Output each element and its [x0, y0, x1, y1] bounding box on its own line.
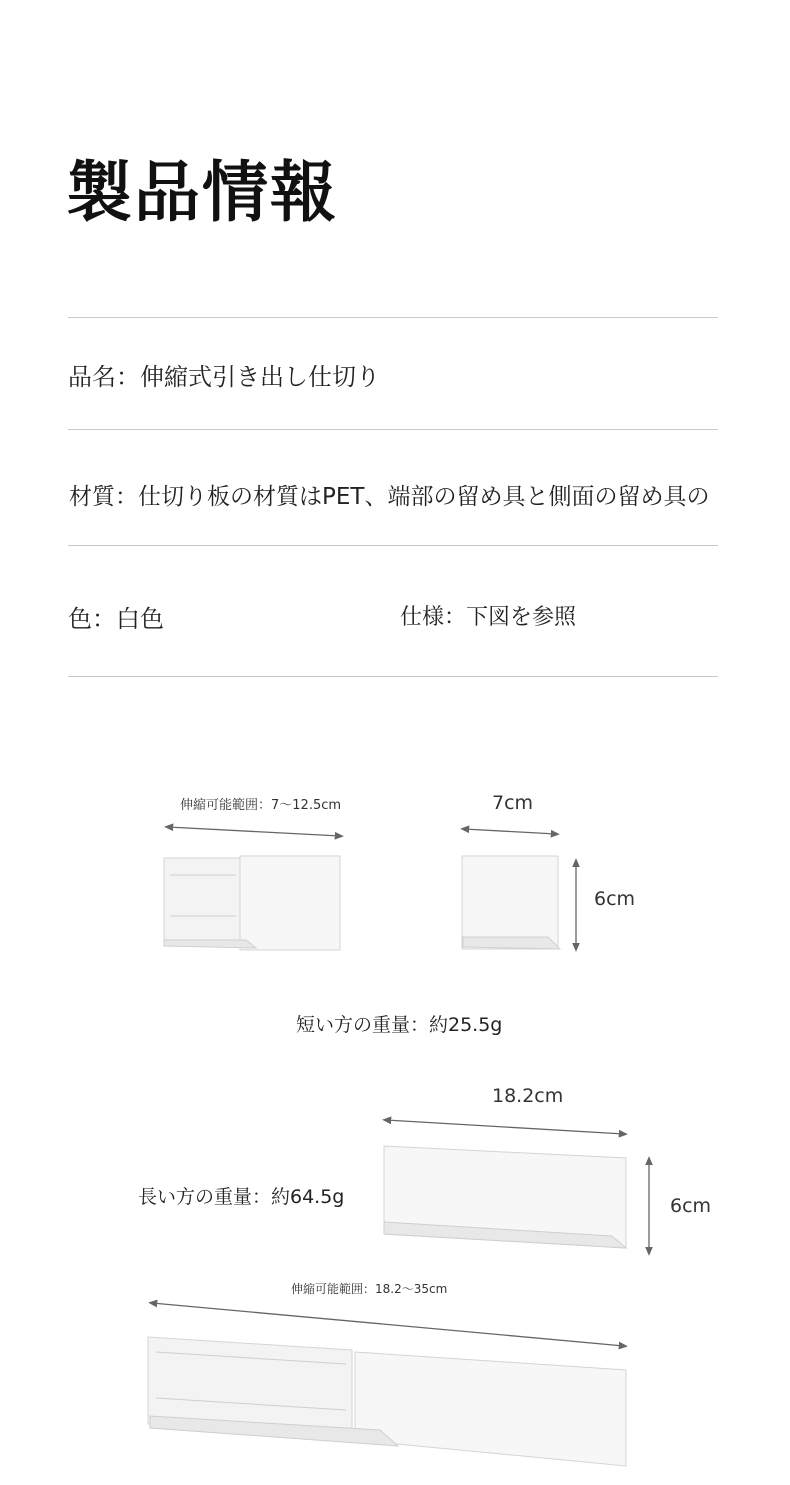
- long-extendable-divider-image: [148, 1337, 626, 1466]
- short-width-arrow: [464, 829, 556, 834]
- product-color: 色：白色: [68, 605, 164, 633]
- product-material: 材質：仕切り板の材質はPET、端部の留め具と側面の留め具の: [69, 484, 710, 510]
- short-weight-label: 短い方の重量：約25.5g: [296, 1014, 503, 1036]
- short-extendable-divider-image: [164, 856, 340, 950]
- page-title: 製品情報: [66, 154, 338, 231]
- long-height-label: 6cm: [670, 1195, 712, 1217]
- long-width-label: 18.2cm: [492, 1085, 564, 1107]
- product-spec: 仕様：下図を参照: [400, 605, 577, 630]
- long-divider-image: [384, 1146, 626, 1248]
- long-range-arrow: [152, 1303, 624, 1346]
- short-height-label: 6cm: [594, 888, 636, 910]
- short-divider-image: [462, 856, 560, 949]
- short-range-arrow: [168, 827, 340, 836]
- short-width-label: 7cm: [492, 792, 534, 814]
- long-weight-label: 長い方の重量：約64.5g: [138, 1186, 345, 1208]
- long-width-arrow: [386, 1120, 624, 1134]
- long-range-label: 伸縮可能範囲：18.2～35cm: [291, 1282, 448, 1296]
- short-range-label: 伸縮可能範囲：7～12.5cm: [180, 798, 342, 813]
- product-name: 品名：伸縮式引き出し仕切り: [68, 363, 380, 391]
